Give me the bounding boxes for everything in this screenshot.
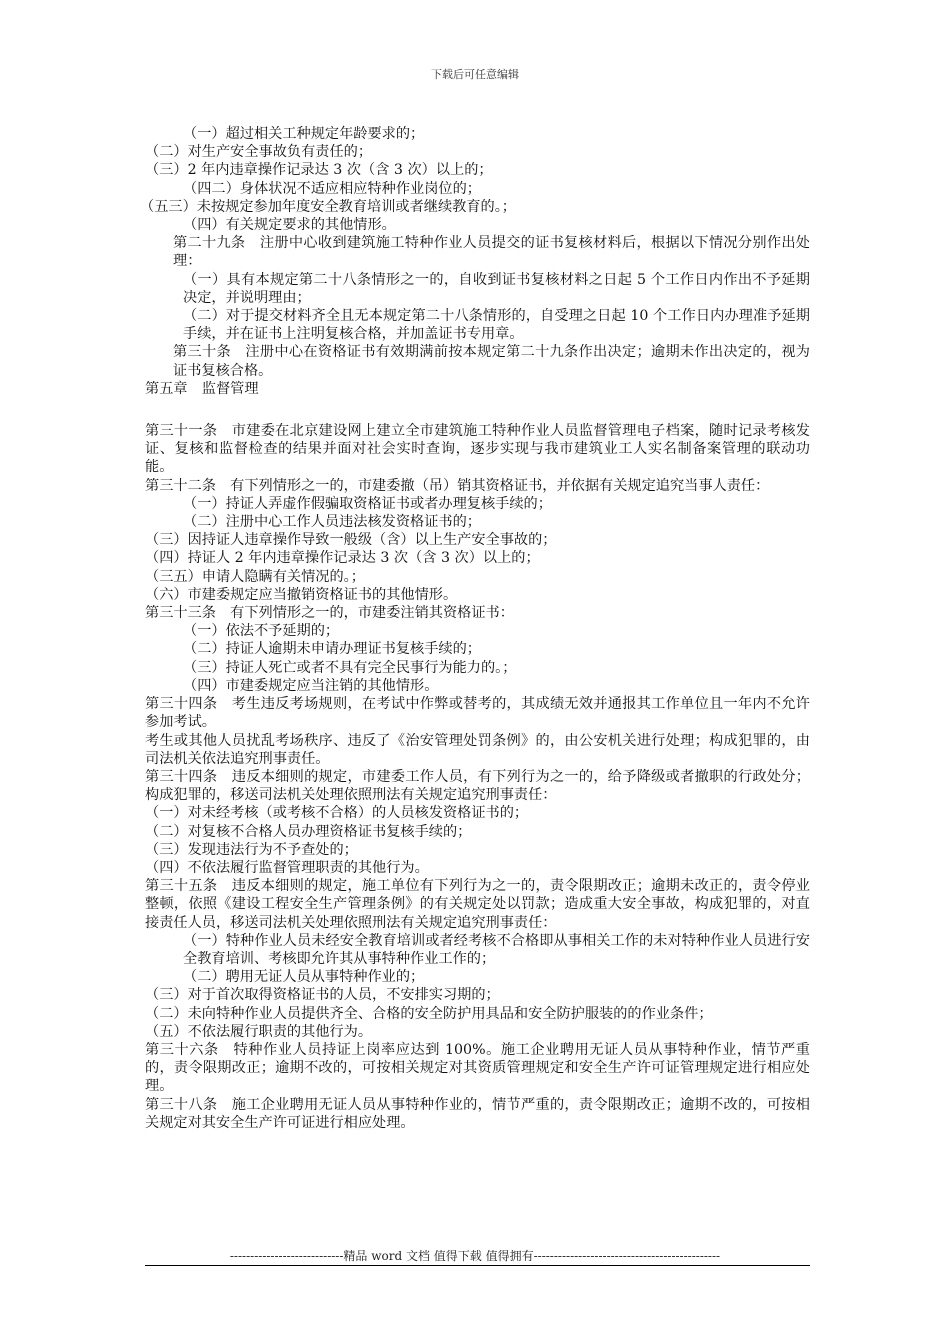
article-38: 第三十八条 施工企业聘用无证人员从事特种作业的，情节严重的，责令限期改正；逾期不改的，可按相关规定对其安全生产许可证进行相应处理。 [145, 1096, 810, 1131]
clause-28-item-6: （四）有关规定要求的其他情形。 [183, 217, 396, 234]
article-32-item-4: （四）持证人 2 年内违章操作记录达 3 次（含 3 次）以上的； [145, 550, 540, 567]
article-29-item-2: （二）对于提交材料齐全且无本规定第二十八条情形的，自受理之日起 10 个工作日内办理准予延期手续，并在证书上注明复核合格，并加盖证书专用章。 [183, 308, 810, 343]
article-36: 第三十六条 特种作业人员持证上岗率应达到 100%。施工企业聘用无证人员从事特种作业，情节严重的，责令限期改正；逾期不改的，可按相关规定对其资质管理规定和安全生产许可证管理规定进行相应处理。 [145, 1041, 810, 1095]
article-32-item-1: （一）持证人弄虚作假骗取资格证书或者办理复核手续的； [183, 495, 552, 512]
article-35-item-4: （二）未向特种作业人员提供齐全、合格的安全防护用具品和安全防护服装的的作业条件； [145, 1005, 713, 1022]
article-32-item-3: （三）因持证人违章操作导致一般级（含）以上生产安全事故的； [145, 532, 557, 549]
clause-28-item-4: （四二）身体状况不适应相应特种作业岗位的； [183, 180, 481, 197]
article-32-item-2: （二）注册中心工作人员违法核发资格证书的； [183, 514, 481, 531]
article-32-item-6: （六）市建委规定应当撤销资格证书的其他情形。 [145, 586, 458, 603]
document-body [140, 125, 810, 1132]
clause-28-item-2: （二）对生产安全事故负有责任的； [145, 144, 373, 161]
article-35: 第三十五条 违反本细则的规定，施工单位有下列行为之一的，责令限期改正；逾期未改正的，责令停业整顿，依照《建设工程安全生产管理条例》的有关规定处以罚款；造成重大安全事故，构成犯罪的，对直接责任人员，移送司法机关处理依照刑法有关规定追究刑事责任： [145, 878, 810, 931]
article-31: 第三十一条 市建委在北京建设网上建立全市建筑施工特种作业人员监督管理电子档案，随时记录考核发证、复核和监督检查的结果并面对社会实时查询，逐步实现与我市建筑业工人实名制备案管理的联动功能。 [145, 423, 810, 476]
article-34b-item-4: （四）不依法履行监督管理职责的其他行为。 [145, 859, 429, 876]
article-35-item-2: （二）聘用无证人员从事特种作业的； [183, 969, 425, 986]
clause-28-item-3: （三）2 年内违章操作记录达 3 次（含 3 次）以上的； [145, 162, 493, 179]
page-footer: ----------------------------精品 word 文档 值得下载 值得拥有---------------------------------------------- [229, 1249, 721, 1263]
article-29-item-1: （一）具有本规定第二十八条情形之一的，自收到证书复核材料之日起 5 个工作日内作出不予延期决定，并说明理由； [183, 271, 810, 306]
article-34: 第三十四条 考生违反考场规则，在考试中作弊或替考的，其成绩无效并通报其工作单位且一年内不允许参加考试。 [145, 696, 810, 731]
article-34b-item-3: （三）发现违法行为不予查处的； [145, 841, 358, 858]
article-30: 第三十条 注册中心在资格证书有效期满前按本规定第二十九条作出决定；逾期未作出决定的，视为证书复核合格。 [173, 344, 810, 379]
spacer [145, 398, 810, 422]
chapter-5-heading: 第五章 监督管理 [145, 380, 259, 397]
page-header: 下载后可任意编辑 [431, 68, 519, 81]
clause-28-item-5: （五三）未按规定参加年度安全教育培训或者继续教育的。； [140, 198, 516, 215]
article-34-paragraph-2: 考生或其他人员扰乱考场秩序、违反了《治安管理处罚条例》的，由公安机关进行处理；构成犯罪的，由司法机关依法追究刑事责任。 [145, 732, 810, 767]
article-33-item-1: （一）依法不予延期的； [183, 623, 340, 640]
article-33-item-3: （三）持证人死亡或者不具有完全民事行为能力的。； [183, 659, 517, 676]
article-33: 第三十三条 有下列情形之一的，市建委注销其资格证书： [145, 605, 514, 622]
article-34b-item-2: （二）对复核不合格人员办理资格证书复核手续的； [145, 823, 472, 840]
article-35-item-1: （一）特种作业人员未经安全教育培训或者经考核不合格即从事相关工作的未对特种作业人员进行安全教育培训、考核即允许其从事特种作业工作的； [183, 932, 810, 967]
article-34b: 第三十四条 违反本细则的规定，市建委工作人员，有下列行为之一的，给予降级或者撤职的行政处分；构成犯罪的，移送司法机关处理依照刑法有关规定追究刑事责任： [145, 768, 810, 804]
article-34b-item-1: （一）对未经考核（或考核不合格）的人员核发资格证书的； [145, 805, 529, 822]
article-33-item-4: （四）市建委规定应当注销的其他情形。 [183, 677, 439, 694]
article-32-item-5: （三五）申请人隐瞒有关情况的。； [145, 568, 365, 585]
footer-divider [145, 1265, 810, 1266]
article-33-item-2: （二）持证人逾期未申请办理证书复核手续的； [183, 641, 481, 658]
article-35-item-5: （五）不依法履行职责的其他行为。 [145, 1023, 373, 1040]
article-32: 第三十二条 有下列情形之一的，市建委撤（吊）销其资格证书，并依据有关规定追究当事人责任： [145, 477, 770, 494]
article-35-item-3: （三）对于首次取得资格证书的人员，不安排实习期的； [145, 987, 500, 1004]
clause-28-item-1: （一）超过相关工种规定年龄要求的； [183, 126, 425, 142]
article-29: 第二十九条 注册中心收到建筑施工特种作业人员提交的证书复核材料后，根据以下情况分别作出处理： [173, 235, 810, 270]
